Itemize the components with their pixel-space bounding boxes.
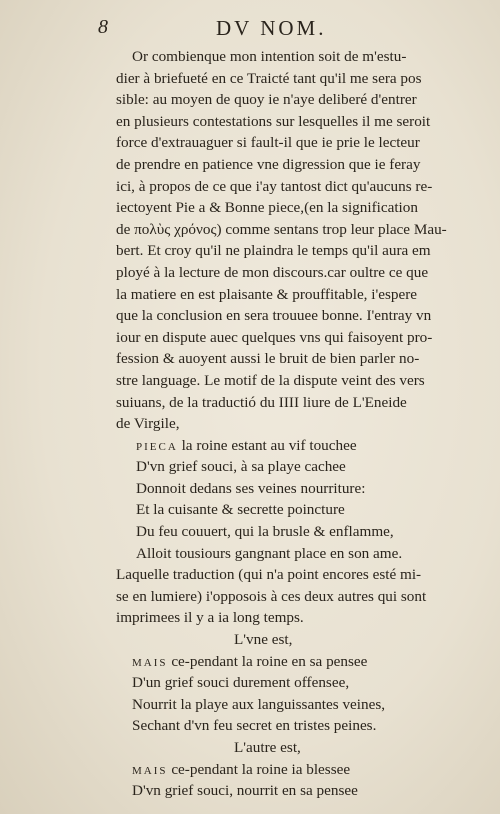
text-line: iour en dispute auec quelques vns qui faisoyent pro- (116, 328, 433, 346)
text-line: se en lumiere) i'opposois à ces deux autres qui sont (116, 587, 427, 605)
verse-line: Du feu couuert, qui la brusle & enflamme, (136, 523, 394, 541)
text-line: dier à briefueté en ce Traicté tant qu'il me sera pos (116, 69, 422, 87)
text-line: de Virgile, (116, 415, 180, 433)
verse-text: ce-pendant la roine ia blessee (167, 760, 351, 778)
quote-label: L'vne est, (234, 631, 293, 649)
text-line: ici, à propos de ce que i'ay tantost dict qu'aucuns re- (116, 177, 433, 195)
verse-line: D'vn grief souci, à sa playe cachee (136, 458, 346, 476)
text-line: fession & auoyent aussi le bruit de bien parler no- (116, 350, 420, 368)
verse-text: la roine estant au vif touchee (177, 436, 357, 454)
verse-line: Nourrit la playe aux languissantes veines, (132, 695, 386, 713)
verse-line (116, 651, 458, 673)
text-line: de πολὺς χρόνος) comme sentans trop leur place Mau- (116, 220, 447, 238)
small-caps-initial: MAIS (132, 764, 168, 777)
text-line: que la conclusion en sera trouuee bonne. I'entray vn (116, 307, 432, 325)
verse-line: Sechant d'vn feu secret en tristes peines. (132, 717, 377, 735)
small-caps-initial: MAIS (132, 656, 168, 669)
verse-line (116, 759, 458, 781)
page-body (116, 46, 458, 802)
text-line: ployé à la lecture de mon discours.car oultre ce que (116, 263, 429, 281)
text-line: Laquelle traduction (qui n'a point encores esté mi- (116, 566, 422, 584)
small-caps-initial: PIECA (136, 440, 178, 453)
quote-label: L'autre est, (234, 739, 301, 756)
page-header (98, 16, 460, 42)
text-line: iectoyent Pie a & Bonne piece,(en la signification (116, 199, 418, 217)
text-line: force d'extrauaguer si fault-il que ie prie le lecteur (116, 134, 420, 152)
text-line: Or combienque mon intention soit de m'estu- (132, 48, 407, 65)
text-line: en plusieurs contestations sur lesquelles il me seroit (116, 112, 431, 130)
verse-text: ce-pendant la roine en sa pensee (167, 652, 368, 670)
verse-line: D'un grief souci durement offensee, (132, 674, 350, 692)
verse-line: Et la cuisante & secrette poincture (136, 501, 345, 519)
text-line: de prendre en patience vne digression que ie feray (116, 155, 421, 173)
text-line: sible: au moyen de quoy ie n'aye deliberé d'entrer (116, 91, 417, 109)
verse-line (116, 435, 458, 457)
text-line: imprimees il y a ia long temps. (116, 609, 304, 627)
text-line: suiuans, de la traductió du IIII liure de L'Eneide (116, 393, 407, 411)
text-line: bert. Et croy qu'il ne plaindra le temps qu'il aura em (116, 242, 431, 260)
text-line: la matiere en est plaisante & prouffitable, i'espere (116, 285, 418, 303)
page-number: 8 (98, 16, 108, 38)
verse-line: D'vn grief souci, nourrit en sa pensee (132, 782, 358, 800)
verse-line: Donnoit dedans ses veines nourriture: (136, 479, 366, 497)
verse-line: Alloit tousiours gangnant place en son ame. (136, 544, 403, 562)
text-line: stre language. Le motif de la dispute veint des vers (116, 371, 425, 389)
running-title: DV NOM. (216, 16, 327, 40)
